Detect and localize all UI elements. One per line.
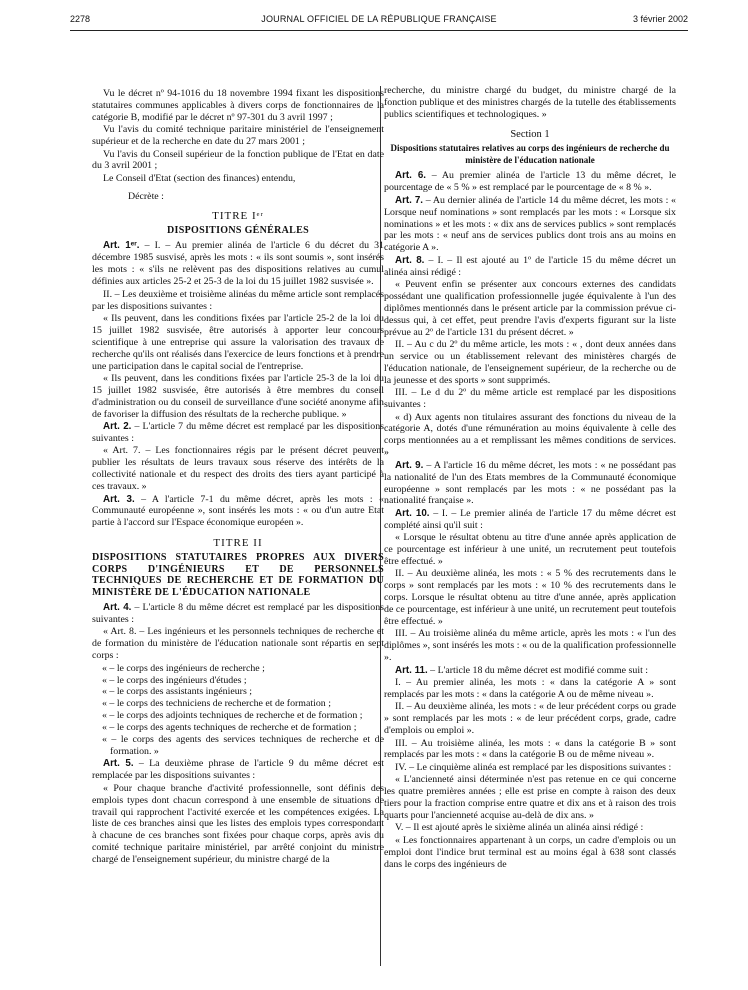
article-text: – I. – Le premier alinéa de l'article 17 du même décret est complété ainsi qu'il suit : [384, 507, 676, 531]
list-item: « – le corps des adjoints techniques de recherche et de formation ; [102, 710, 363, 722]
paragraph: recherche, du ministre chargé du budget, du ministre chargé de la fonction publique et des ministres chargés de la tutelle des établissements publics scientifiques et technologiques. » [384, 85, 676, 120]
titre-name: DISPOSITIONS GÉNÉRALES [167, 224, 309, 236]
article-text: – I. – Au premier alinéa de l'article 6 du décret du 31 décembre 1985 susvisé, après les mots : « ils sont soumis », sont insérés les mots : « s'ils ne relèvent pas des dispositions relatives au cumul définies aux articles 25-2 et 25-3 de la loi du 15 juillet 1982 susvisée ». [92, 240, 384, 288]
paragraph: Vu l'avis du Conseil supérieur de la fonction publique de l'Etat en date du 3 avril 2001 ; [92, 148, 384, 172]
paragraph: II. – Au deuxième alinéa, les mots : « 5 % des recrutements dans le corps » sont remplacés par les mots : « 10 % des recrutements dans le corps. Lorsque le résultat obtenu au titre d'une année, après application de ce pourcentage, est inférieur à une unité, un recrutement peut toutefois être effectué. » [384, 568, 676, 627]
article [384, 255, 676, 279]
corps-list [92, 663, 384, 758]
paragraph: « Art. 7. – Les fonctionnaires régis par le présent décret peuvent publier les résultats de leurs travaux sous réserve des intérêts de la collectivité nationale et du respect des droits des tiers ayant participé à ces travaux. » [92, 445, 384, 493]
titre-name: DISPOSITIONS STATUTAIRES PROPRES AUX DIVERS CORPS D'INGÉNIEURS ET DE PERSONNELS TECHNIQUES DE RECHERCHE ET DE FORMATION DU MINISTÈRE DE L'ÉDUCATION NATIONALE [92, 552, 384, 598]
article-label: Art. 11. [395, 664, 428, 676]
article [384, 195, 676, 255]
paragraph: V. – Il est ajouté après le sixième alinéa un alinéa ainsi rédigé : [395, 822, 644, 834]
article-text: – Au dernier alinéa de l'article 14 du même décret, les mots : « Lorsque neuf nominations » sont remplacés par les mots : « Lorsque six nominations » et les mots : « dix ans de services publics » sont remplacés par les mots : « neuf ans de services publics dont trois ans au moins en catégorie A ». [384, 194, 676, 254]
article-text: – L'article 18 du même décret est modifié comme suit : [427, 664, 649, 676]
article-text: – L'article 7 du même décret est remplacé par les dispositions suivantes : [92, 421, 384, 444]
paragraph: « Art. 8. – Les ingénieurs et les personnels techniques de recherche et de formation du ministère de l'éducation nationale sont répartis en sept corps : [92, 626, 384, 662]
paragraph: Vu le décret nº 94-1016 du 18 novembre 1994 fixant les dispositions statutaires communes applicables à divers corps de fonctionnaires de la catégorie B, modifié par le décret nº 97-301 du 3 avril 1997 ; [92, 88, 384, 123]
article-text: – Au premier alinéa de l'article 13 du même décret, le pourcentage de « 5 % » est remplacé par le pourcentage de « 8 % ». [384, 170, 677, 194]
right-column [384, 85, 676, 871]
paragraph: « Pour chaque branche d'activité professionnelle, sont définis des emplois types dont chacun correspond à une ensemble de situations de travail qui rapprochent l'activité exercée et les compétences exigées. La liste de ces branches ainsi que les listes des emplois types correspondant à chacune de ces branches sont fixées pour chaque corps, après avis du comité technique paritaire ministériel, par arrêté conjoint du ministre chargé de l'enseignement supérieur, du ministre chargé de la [92, 782, 384, 866]
article [384, 170, 676, 194]
page-number: 2278 [70, 14, 91, 24]
paragraph: II. – Au c du 2º du même article, les mots : « , dont deux années dans un service ou un établissement relevant des ministères chargés de l'éducation nationale, de l'enseignement supérieur, de la recherche ou de la jeunesse et des sports » sont supprimés. [384, 339, 676, 386]
article-label: Art. 5. [103, 758, 134, 770]
list-item: « – le corps des techniciens de recherche et de formation ; [102, 698, 331, 710]
paragraph: « Peuvent enfin se présenter aux concours externes des candidats possédant une qualification professionnelle jugée équivalente à l'un des diplômes mentionnés dans le présent article par la commission prévue ci-dessus qui, à cet effet, peut prendre l'avis d'experts figurant sur la liste prévue au 2º de l'article 131 du présent décret. » [384, 279, 676, 338]
article-label: Art. 9. [395, 459, 424, 471]
article-label: Art. 2. [103, 421, 132, 433]
article [92, 758, 384, 782]
paragraph: II. – Au deuxième alinéa, les mots : « de leur précédent corps ou grade » sont remplacés par les mots : « de leur précédent corps, grade, cadre d'emplois ou emploi ». [384, 701, 676, 737]
article [92, 421, 384, 445]
article-text: – I. – Il est ajouté au 1º de l'article 15 du même décret un alinéa ainsi rédigé : [384, 254, 676, 278]
article-label: Art. 10. [395, 507, 430, 519]
article [384, 508, 676, 532]
article-text: – La deuxième phrase de l'article 9 du même décret est remplacée par les dispositions suivantes : [92, 758, 384, 782]
article-label: Art. 4. [103, 602, 132, 614]
article-label: Art. 1ᵉʳ. [103, 240, 140, 252]
paragraph: « Les fonctionnaires appartenant à un corps, un cadre d'emplois ou un emploi dont l'indice brut terminal est au moins égal à 638 sont classés dans le corps des ingénieurs de [384, 834, 676, 870]
list-item: « – le corps des ingénieurs d'études ; [102, 674, 247, 686]
section-heading: Section 1 [510, 128, 550, 140]
paragraph: III. – Le d du 2º du même article est remplacé par les dispositions suivantes : [384, 387, 676, 411]
left-column [92, 88, 384, 867]
paragraph: Le Conseil d'Etat (section des finances) entendu, [103, 172, 296, 184]
paragraph: Vu l'avis du comité technique paritaire ministériel de l'enseignement supérieur et de la recherche en date du 27 mars 2001 ; [92, 124, 384, 148]
article [384, 665, 676, 677]
list-item: « – le corps des assistants ingénieurs ; [102, 686, 253, 698]
article-text: – L'article 8 du même décret est remplacé par les dispositions suivantes : [92, 602, 384, 626]
titre-heading: TITRE Iᵉʳ [212, 209, 264, 222]
paragraph: « Ils peuvent, dans les conditions fixées par l'article 25-3 de la loi du 15 juillet 1982 susvisée, être autorisés à être membres du conseil d'administration ou du conseil de surveillance d'une société anonyme afin de favoriser la diffusion des résultats de la recherche publique. » [92, 372, 384, 420]
article [92, 240, 384, 288]
article [384, 460, 676, 508]
article-label: Art. 3. [103, 493, 135, 505]
article-text: – A l'article 7-1 du même décret, après les mots : « Communauté européenne », sont insérés les mots : « ou d'un autre Etat partie à l'accord sur l'Espace économique européen ». [92, 493, 384, 529]
paragraph: « L'ancienneté ainsi déterminée n'est pas retenue en ce qui concerne les quatre premières années ; elle est prise en compte à raison des deux tiers pour la fraction comprise entre quatre et dix ans et à raison des trois quarts pour l'ancienneté acquise au-delà de dix ans. » [384, 774, 676, 821]
article-label: Art. 6. [395, 170, 427, 182]
paragraph: « d) Aux agents non titulaires assurant des fonctions du niveau de la catégorie A, dotés d'une rémunération au moins équivalente à celle des corps mentionnées au a et remplissant les mêmes conditions de services. » [384, 411, 676, 459]
list-item: « – le corps des agents techniques de recherche et de formation ; [102, 722, 357, 734]
paragraph: « Ils peuvent, dans les conditions fixées par l'article 25-2 de la loi du 15 juillet 1982 susvisée, être autorisés à apporter leur concours scientifique à une entreprise qui assure la valorisation des travaux de recherche qu'ils ont réalisés dans l'exercice de leurs fonctions et à prendre une participation dans le capital social de l'entreprise. [92, 312, 384, 372]
article-label: Art. 8. [395, 254, 425, 266]
issue-date: 3 février 2002 [632, 14, 688, 24]
article-text: – A l'article 16 du même décret, les mots : « ne possédant pas la nationalité de l'un des Etats membres de la Communauté économique européenne » sont remplacés par les mots : « ne possédant pas la nationalité française ». [384, 459, 677, 507]
article [92, 494, 384, 530]
paragraph: « Lorsque le résultat obtenu au titre d'une année après application de ce pourcentage est inférieur à une unité, un recrutement peut toutefois être effectué. » [384, 532, 676, 567]
page-header [70, 14, 688, 30]
article-label: Art. 7. [395, 194, 424, 206]
titre-heading: TITRE II [213, 537, 263, 550]
paragraph: IV. – Le cinquième alinéa est remplacé par les dispositions suivantes : [395, 761, 672, 773]
article [92, 602, 384, 626]
list-item: « – le corps des agents des services techniques de recherche et de formation. » [102, 734, 384, 757]
decrete-line: Décrète : [128, 190, 164, 202]
header-rule [70, 30, 688, 31]
paragraph: III. – Au troisième alinéa, les mots : « dans la catégorie B » sont remplacés par les mots : « dans la catégorie B ou de même niveau ». [384, 737, 676, 761]
journal-title: JOURNAL OFFICIEL DE LA RÉPUBLIQUE FRANÇAISE [261, 14, 497, 24]
paragraph: II. – Les deuxième et troisième alinéas du même article sont remplacés par les dispositions suivantes : [92, 288, 384, 312]
section-title: Dispositions statutaires relatives au corps des ingénieurs de recherche du ministère de l'éducation nationale [390, 142, 670, 165]
paragraph: I. – Au premier alinéa, les mots : « dans la catégorie A » sont remplacés par les mots : « dans la catégorie A ou de même niveau ». [384, 677, 676, 700]
list-item: « – le corps des ingénieurs de recherche ; [102, 662, 265, 674]
paragraph: III. – Au troisième alinéa du même article, après les mots : « l'un des diplômes », sont insérés les mots : « ou de la qualification professionnelle ». [384, 628, 676, 664]
